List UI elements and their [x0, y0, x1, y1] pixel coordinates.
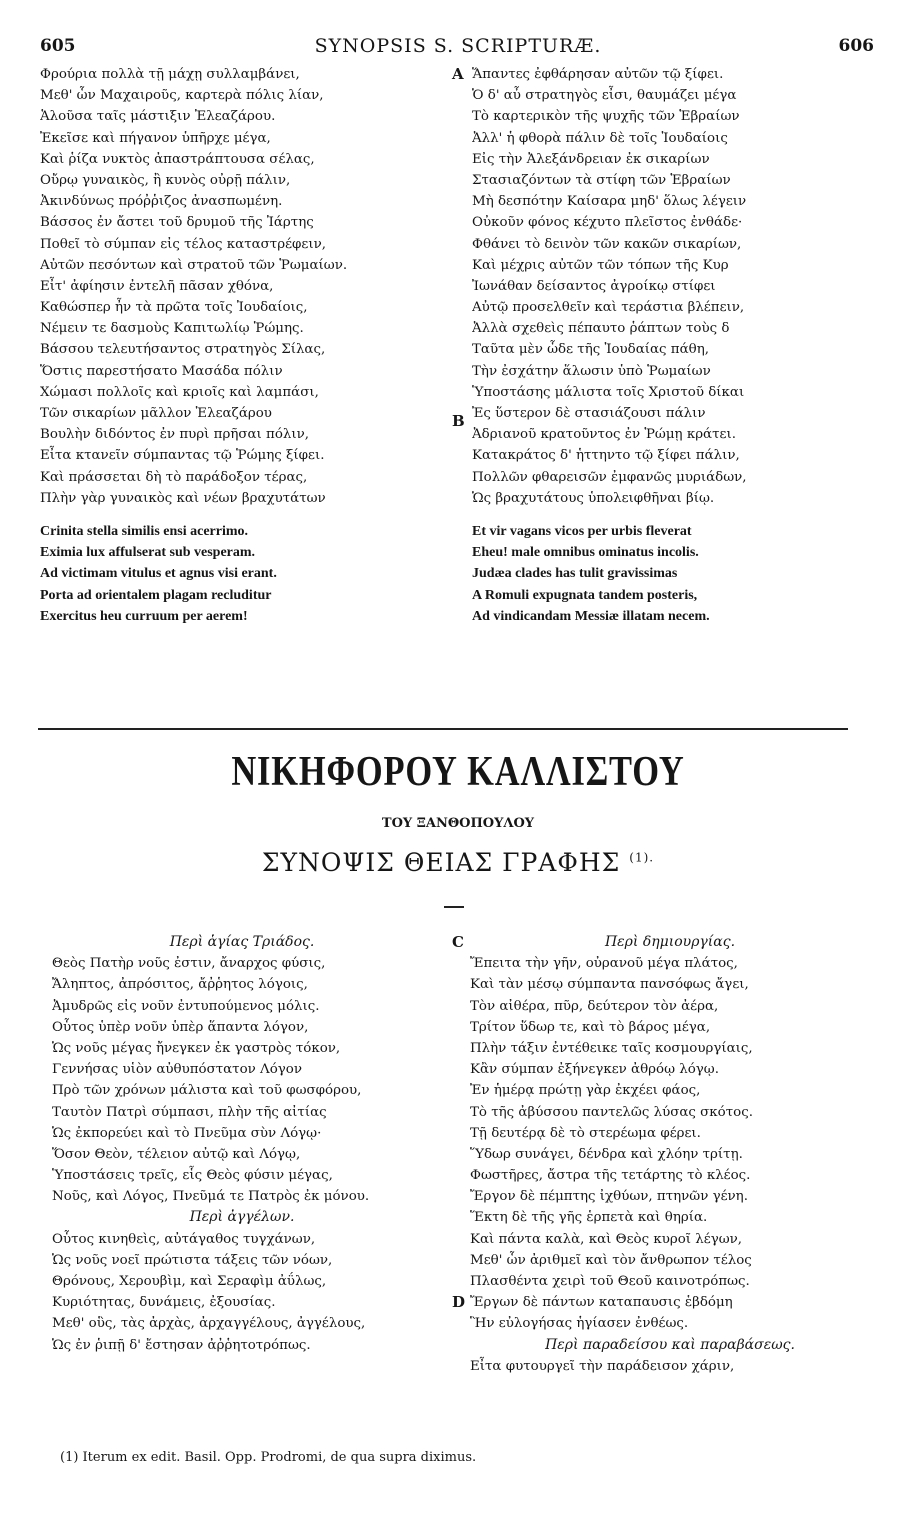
- section-heading: Περὶ ἀγγέλων.: [189, 1209, 295, 1226]
- work-title-text: ΣΥΝΟΨΙΣ ΘΕΙΑΣ ΓΡΑΦΗΣ: [261, 848, 621, 877]
- work-title: [0, 848, 916, 877]
- greek-verse-line: Ἁλοῦσα ταῖς μάστιξιν Ἐλεαζάρου.: [40, 109, 276, 125]
- greek-verse-line: Ταῦτα μὲν ὧδε τῆς Ἰουδαίας πάθη,: [472, 342, 709, 358]
- greek-verse-line: Χώμασι πολλοῖς καὶ κριοῖς καὶ λαμπάσι,: [40, 384, 319, 400]
- section-heading: Περὶ δημιουργίας.: [604, 934, 736, 950]
- margin-marker-a: A: [452, 65, 464, 83]
- footnote: (1) Iterum ex edit. Basil. Opp. Prodromi, de qua supra diximus.: [60, 1450, 477, 1465]
- greek-verse-line: Φωστῆρες, ἄστρα τῆς τετάρτης τὸ κλέος.: [470, 1168, 751, 1184]
- greek-verse-line: Ἅπαντες ἐφθάρησαν αὐτῶν τῷ ξίφει.: [472, 67, 724, 82]
- top-left-column: [40, 64, 440, 627]
- greek-verse-line: Μεθ' ὧν ἀριθμεῖ καὶ τὸν ἄνθρωπον τέλος: [470, 1252, 752, 1268]
- greek-verse-line: Οὗτος κινηθεὶς, αὐτάγαθος τυγχάνων,: [52, 1231, 316, 1247]
- greek-verse-line: Ὡς νοῦς νοεῖ πρώτιστα τάξεις τῶν νόων,: [52, 1252, 333, 1268]
- greek-verse-line: Αὐτῶν πεσόντων καὶ στρατοῦ τῶν Ῥωμαίων.: [40, 257, 348, 273]
- greek-verse-line: Ἔργων δὲ πάντων καταπαυσις ἑβδόμη: [470, 1295, 733, 1311]
- greek-verse-line: Ἐς ὕστερον δὲ στασιάζουσι πάλιν: [472, 406, 706, 421]
- greek-verse-line: Πλασθέντα χειρὶ τοῦ Θεοῦ καινοτρόπως.: [470, 1274, 750, 1289]
- greek-verse-line: Μεθ' ὧν Μαχαιροῦς, καρτερὰ πόλις λίαν,: [40, 88, 324, 104]
- greek-verse-line: Βάσσος ἐν ἄστει τοῦ δρυμοῦ τῆς Ἰάρτης: [40, 215, 314, 231]
- greek-verse-line: Ὡς ἐν ῥιπῇ δ' ἔστησαν ἀῤῥητοτρόπως.: [52, 1337, 311, 1353]
- latin-verse-line: Et vir vagans vicos per urbis fleverat: [472, 523, 692, 539]
- greek-verse-line: Ποθεῖ τὸ σύμπαν εἰς τέλος καταστρέφειν,: [40, 236, 326, 252]
- greek-verse-line: Φρούρια πολλὰ τῇ μάχῃ συλλαμβάνει,: [40, 67, 300, 82]
- latin-verse-line: Ad vindicandam Messiæ illatam necem.: [472, 608, 710, 624]
- greek-verse-line: Φθάνει τὸ δεινὸν τῶν κακῶν σικαρίων,: [472, 236, 742, 252]
- greek-verse-line: Θεὸς Πατὴρ νοῦς ἐστιν, ἄναρχος φύσις,: [52, 956, 326, 972]
- latin-verse-line: Judæa clades has tulit gravissimas: [472, 566, 678, 582]
- latin-verse-line: Eximia lux affulserat sub vesperam.: [40, 545, 256, 561]
- greek-verse-line: Ἀλλὰ σχεθεὶς πέπαυτο ῥάπτων τοὺς δ: [472, 321, 730, 337]
- latin-verse-line: Ad victimam vitulus et agnus visi erant.: [40, 566, 277, 582]
- margin-marker-b: B: [452, 412, 465, 430]
- latin-verse-line: Crinita stella similis ensi acerrimo.: [40, 523, 249, 539]
- greek-verse-line: Ἐκεῖσε καὶ πήγανον ὑπῆρχε μέγα,: [40, 130, 271, 146]
- greek-verse-line: Ἀμυδρῶς εἰς νοῦν ἐντυπούμενος μόλις.: [52, 998, 320, 1014]
- greek-verse-line: Τῇ δευτέρᾳ δὲ τὸ στερέωμα φέρει.: [470, 1125, 701, 1141]
- bottom-left-column: [52, 932, 432, 1356]
- greek-verse-line: Εἰς τὴν Ἀλεξάνδρειαν ἐκ σικαρίων: [472, 151, 710, 167]
- greek-verse-line: Θρόνους, Χερουβὶμ, καὶ Σεραφὶμ ἀΰλως,: [52, 1274, 327, 1289]
- greek-verse-line: Εἶτ' ἀφίησιν ἐντελῆ πᾶσαν χθόνα,: [40, 278, 274, 294]
- author-title: ΝΙΚΗΦΟΡΟΥ ΚΑΛΛΙΣΤΟΥ: [231, 749, 685, 795]
- greek-verse-line: Οὐκοῦν φόνος κέχυτο πλεῖστος ἐνθάδε·: [472, 215, 743, 231]
- greek-verse-line: Ἕκτη δὲ τῆς γῆς ἑρπετὰ καὶ θηρία.: [470, 1210, 708, 1226]
- greek-verse-line: Καὶ τὰν μέσῳ σύμπαντα πανσόφως ἄγει,: [470, 977, 749, 993]
- greek-verse-line: Ὡς νοῦς μέγας ἤνεγκεν ἐκ γαστρὸς τόκον,: [52, 1040, 341, 1056]
- greek-verse-line: Ὁ δ' αὖ στρατηγὸς εἶσι, θαυμάζει μέγα: [472, 88, 737, 104]
- greek-verse-line: Βουλὴν διδόντος ἐν πυρὶ πρῆσαι πόλιν,: [40, 427, 310, 443]
- greek-verse-line: Εἶτα φυτουργεῖ τὴν παράδεισον χάριν,: [470, 1358, 735, 1374]
- greek-verse-line: Τὸν αἰθέρα, πῦρ, δεύτερον τὸν ἀέρα,: [470, 998, 719, 1014]
- running-header: [0, 30, 916, 60]
- greek-verse-line: Ὡς βραχυτάτους ὑπολειφθῆναι βίῳ.: [472, 490, 715, 506]
- margin-marker-c: C: [452, 933, 464, 951]
- greek-verse-line: Κατακράτος δ' ἡττηντο τῷ ξίφει πάλιν,: [472, 448, 740, 464]
- greek-verse-line: Ἀκινδύνως πρόῤῥιζος ἀνασπωμένη.: [40, 194, 283, 210]
- greek-verse-line: Πλὴν γὰρ γυναικὸς καὶ νέων βραχυτάτων: [40, 490, 326, 506]
- greek-verse-line: Αὐτῷ προσελθεῖν καὶ τεράστια βλέπειν,: [472, 300, 745, 316]
- greek-verse-line: Τῶν σικαρίων μᾶλλον Ἐλεαζάρου: [40, 406, 272, 421]
- greek-verse-line: Στασιαζόντων τὰ στίφη τῶν Ἑβραίων: [472, 172, 731, 188]
- greek-verse-line: Τρίτον ὕδωρ τε, καὶ τὸ βάρος μέγα,: [470, 1019, 711, 1035]
- greek-verse-line: Ἄληπτος, ἀπρόσιτος, ἄῤῥητος λόγοις,: [52, 977, 308, 993]
- greek-verse-line: Εἶτα κτανεῖν σύμπαντας τῷ Ῥώμης ξίφει.: [40, 448, 325, 464]
- greek-verse-line: Οὗτος ὑπὲρ νοῦν ὑπὲρ ἅπαντα λόγον,: [52, 1019, 309, 1035]
- section-divider: [38, 728, 848, 730]
- greek-verse-line: Μὴ δεσπότην Καίσαρα μηδ' ὅλως λέγειν: [472, 194, 747, 210]
- title-dash: [444, 906, 464, 908]
- running-title: SYNOPSIS S. SCRIPTURÆ.: [314, 35, 602, 57]
- greek-verse-line: Πλὴν τάξιν ἐντέθεικε ταῖς κοσμουργίαις,: [470, 1040, 753, 1056]
- stanza-gap: [40, 509, 440, 521]
- latin-verse-line: Eheu! male omnibus ominatus incolis.: [472, 545, 699, 561]
- section-heading: Περὶ ἁγίας Τριάδος.: [169, 934, 315, 950]
- greek-verse-line: Κἂν σύμπαν ἐξήνεγκεν ἀθρόῳ λόγῳ.: [470, 1062, 719, 1078]
- greek-verse-line: Ἔργον δὲ πέμπτης ἰχθύων, πτηνῶν γένη.: [470, 1189, 748, 1205]
- greek-verse-line: Ἐν ἡμέρᾳ πρώτῃ γὰρ ἐκχέει φάος,: [470, 1083, 701, 1099]
- greek-verse-line: Ταυτὸν Πατρὶ σύμπασι, πλὴν τῆς αἰτίας: [52, 1104, 327, 1120]
- latin-verse-line: A Romuli expugnata tandem posteris,: [472, 587, 698, 603]
- greek-verse-line: Γεννήσας υἱὸν αὐθυπόστατον Λόγον: [52, 1062, 302, 1078]
- greek-verse-line: Ὑποστάσης μάλιστα τοῖς Χριστοῦ δίκαι: [472, 384, 745, 400]
- greek-verse-line: Ἰωνάθαν δείσαντος ἀγροίκῳ στίφει: [472, 278, 716, 294]
- greek-verse-line: Καθώσπερ ἦν τὰ πρῶτα τοῖς Ἰουδαίοις,: [40, 300, 308, 316]
- greek-verse-line: Ἀλλ' ἡ φθορὰ πάλιν δὲ τοῖς Ἰουδαίοις: [472, 130, 728, 146]
- greek-verse-line: Τὸ τῆς ἀβύσσου παντελῶς λύσας σκότος.: [470, 1104, 753, 1120]
- greek-verse-line: Ἀδριανοῦ κρατοῦντος ἐν Ῥώμῃ κράτει.: [472, 427, 736, 443]
- latin-verse-line: Exercitus heu curruum per aerem!: [40, 608, 248, 624]
- greek-verse-line: Μεθ' οὓς, τὰς ἀρχὰς, ἀρχαγγέλους, ἀγγέλους,: [52, 1316, 366, 1332]
- greek-verse-line: Νέμειν τε δασμοὺς Καπιτωλίῳ Ῥώμης.: [40, 321, 304, 337]
- page-number-right: 606: [838, 36, 874, 56]
- greek-verse-line: Ἣν εὐλογήσας ἡγίασεν ἐνθέως.: [470, 1316, 689, 1332]
- top-right-column: [472, 64, 892, 627]
- greek-verse-line: Τὸ καρτερικὸν τῆς ψυχῆς τῶν Ἑβραίων: [472, 109, 740, 125]
- greek-verse-line: Καὶ πάντα καλὰ, καὶ Θεὸς κυροῖ λέγων,: [470, 1231, 743, 1247]
- greek-verse-line: Τὴν ἐσχάτην ἅλωσιν ὑπὸ Ῥωμαίων: [472, 363, 711, 379]
- greek-verse-line: Καὶ πράσσεται δὴ τὸ παράδοξον τέρας,: [40, 469, 308, 485]
- greek-verse-line: Οὔρῳ γυναικὸς, ἢ κυνὸς οὐρῇ πάλιν,: [40, 172, 291, 188]
- greek-verse-line: Ὡς ἐκπορεύει καὶ τὸ Πνεῦμα σὺν Λόγῳ·: [52, 1125, 322, 1141]
- greek-verse-line: Νοῦς, καὶ Λόγος, Πνεῦμά τε Πατρὸς ἐκ μόνου.: [52, 1189, 370, 1205]
- section-heading: Περὶ παραδείσου καὶ παραβάσεως.: [545, 1336, 795, 1353]
- greek-verse-line: Ὅστις παρεστήσατο Μασάδα πόλιν: [40, 363, 283, 379]
- greek-verse-line: Πρὸ τῶν χρόνων μάλιστα καὶ τοῦ φωσφόρου,: [52, 1083, 362, 1099]
- bottom-right-column: [470, 932, 870, 1377]
- greek-verse-line: Ὕδωρ συνάγει, δένδρα καὶ χλόην τρίτῃ.: [470, 1146, 743, 1162]
- greek-verse-line: Ὑποστάσεις τρεῖς, εἷς Θεὸς φύσιν μέγας,: [52, 1168, 333, 1184]
- author-subtitle: ΤΟΥ ΞΑΝΘΟΠΟΥΛΟΥ: [381, 816, 535, 831]
- page-number-left: 605: [40, 36, 76, 56]
- greek-verse-line: Καὶ ῥίζα νυκτὸς ἀπαστράπτουσα σέλας,: [40, 151, 315, 167]
- greek-verse-line: Βάσσου τελευτήσαντος στρατηγὸς Σίλας,: [40, 342, 326, 358]
- stanza-gap: [472, 509, 892, 521]
- greek-verse-line: Καὶ μέχρις αὐτῶν τῶν τόπων τῆς Κυρ: [472, 257, 729, 273]
- greek-verse-line: Ὅσον Θεὸν, τέλειον αὐτῷ καὶ Λόγῳ,: [52, 1146, 301, 1162]
- greek-verse-line: Ἔπειτα τὴν γῆν, οὐρανοῦ μέγα πλάτος,: [470, 956, 738, 972]
- greek-verse-line: Κυριότητας, δυνάμεις, ἐξουσίας.: [52, 1295, 276, 1311]
- greek-verse-line: Πολλῶν φθαρεισῶν ἐμφανῶς μυριάδων,: [472, 469, 747, 485]
- margin-marker-d: D: [452, 1293, 466, 1311]
- latin-verse-line: Porta ad orientalem plagam recluditur: [40, 587, 272, 603]
- work-title-note: (1).: [629, 850, 655, 865]
